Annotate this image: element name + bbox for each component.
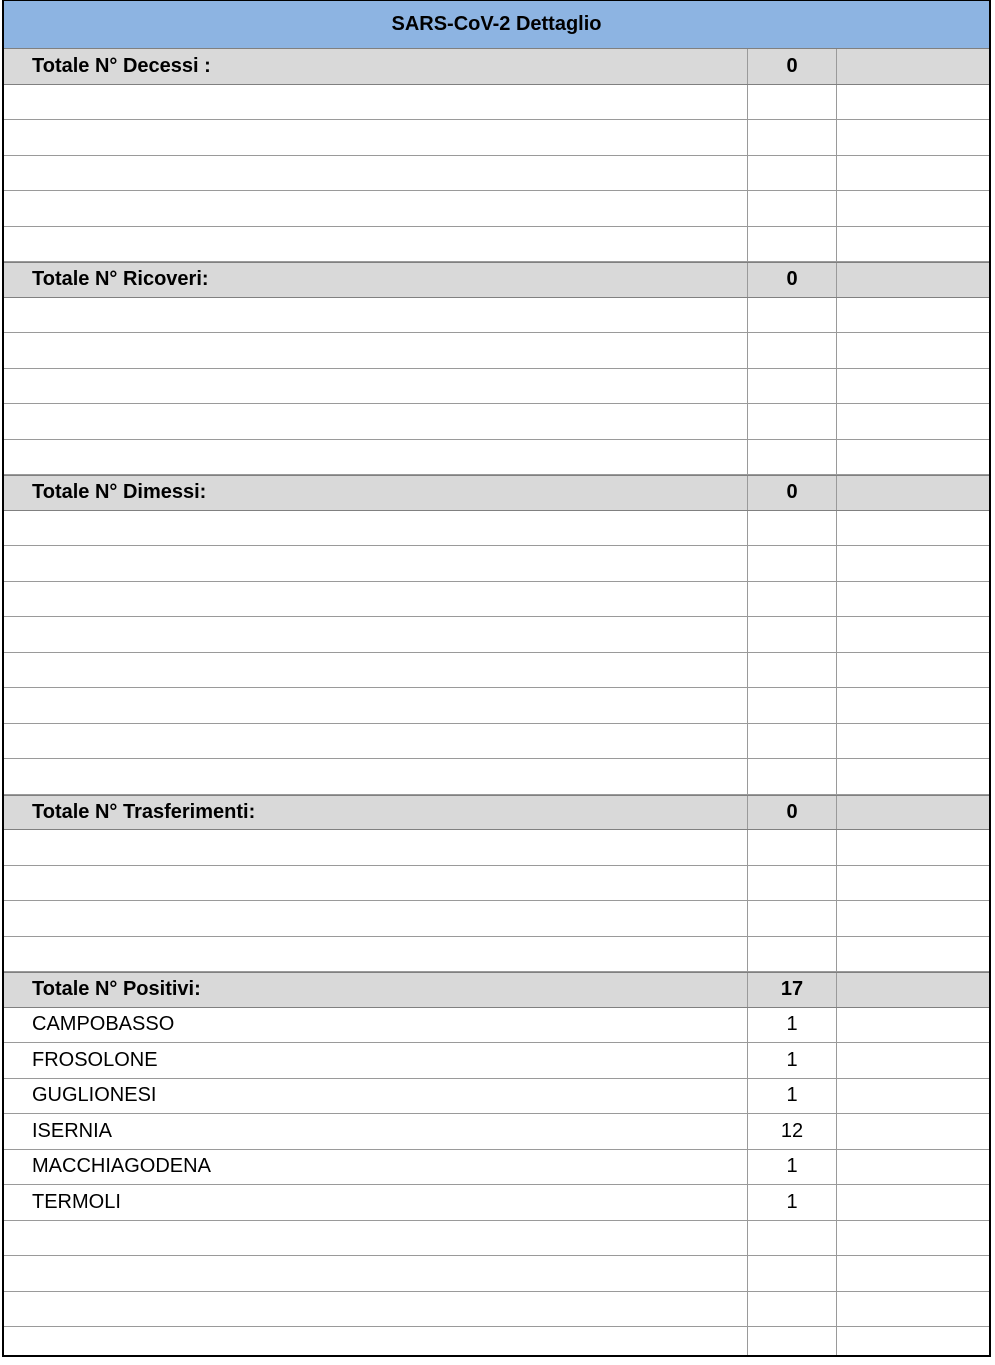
table-row — [4, 1079, 989, 1115]
section-total: 0 — [748, 796, 837, 830]
row-value — [748, 1292, 837, 1327]
section-header-row — [4, 49, 989, 85]
extra-cell — [837, 688, 989, 723]
extra-cell — [837, 653, 989, 688]
section-label: Totale N° Ricoveri: — [4, 263, 748, 297]
row-label — [4, 120, 748, 155]
table-row — [4, 1008, 989, 1044]
row-label — [4, 901, 748, 936]
table-row — [4, 120, 989, 156]
extra-cell — [837, 1221, 989, 1256]
row-value — [748, 191, 837, 226]
row-label: TERMOLI — [4, 1185, 748, 1220]
row-label — [4, 511, 748, 546]
table-row — [4, 1327, 989, 1357]
extra-cell — [837, 369, 989, 404]
row-value — [748, 724, 837, 759]
table-row — [4, 227, 989, 263]
row-value: 1 — [748, 1043, 837, 1078]
row-value — [748, 120, 837, 155]
row-label — [4, 582, 748, 617]
row-value: 1 — [748, 1079, 837, 1114]
row-label — [4, 866, 748, 901]
row-value — [748, 227, 837, 262]
table-row — [4, 830, 989, 866]
row-label — [4, 724, 748, 759]
extra-cell — [837, 1008, 989, 1043]
extra-cell — [837, 901, 989, 936]
row-label: FROSOLONE — [4, 1043, 748, 1078]
row-value — [748, 830, 837, 865]
row-value: 1 — [748, 1185, 837, 1220]
row-label: MACCHIAGODENA — [4, 1150, 748, 1185]
row-value: 1 — [748, 1008, 837, 1043]
extra-cell — [837, 1043, 989, 1078]
extra-cell — [837, 298, 989, 333]
extra-cell — [837, 191, 989, 226]
extra-cell — [837, 1327, 989, 1357]
extra-cell — [837, 476, 989, 510]
row-value — [748, 85, 837, 120]
covid-detail-table — [2, 0, 991, 1357]
table-row — [4, 582, 989, 618]
row-value: 12 — [748, 1114, 837, 1149]
row-label — [4, 1327, 748, 1357]
table-row — [4, 85, 989, 121]
extra-cell — [837, 1292, 989, 1327]
row-label — [4, 227, 748, 262]
extra-cell — [837, 973, 989, 1007]
row-label: ISERNIA — [4, 1114, 748, 1149]
section-header-row — [4, 262, 989, 298]
row-value — [748, 404, 837, 439]
row-value — [748, 298, 837, 333]
table-row — [4, 404, 989, 440]
row-value — [748, 617, 837, 652]
row-label — [4, 688, 748, 723]
table-row — [4, 688, 989, 724]
extra-cell — [837, 404, 989, 439]
table-row — [4, 440, 989, 476]
table-row — [4, 1221, 989, 1257]
section-header-row — [4, 475, 989, 511]
extra-cell — [837, 617, 989, 652]
row-label — [4, 546, 748, 581]
row-value — [748, 1256, 837, 1291]
row-value — [748, 1327, 837, 1357]
table-body — [4, 49, 989, 1357]
extra-cell — [837, 724, 989, 759]
extra-cell — [837, 582, 989, 617]
row-value — [748, 1221, 837, 1256]
table-row — [4, 191, 989, 227]
row-label — [4, 440, 748, 475]
table-row — [4, 1150, 989, 1186]
row-label — [4, 369, 748, 404]
table-row — [4, 866, 989, 902]
extra-cell — [837, 49, 989, 84]
row-value — [748, 156, 837, 191]
extra-cell — [837, 511, 989, 546]
section-label: Totale N° Decessi : — [4, 49, 748, 84]
extra-cell — [837, 1150, 989, 1185]
row-label — [4, 937, 748, 972]
row-label — [4, 759, 748, 794]
table-row — [4, 333, 989, 369]
table-row — [4, 1114, 989, 1150]
section-label: Totale N° Trasferimenti: — [4, 796, 748, 830]
section-label: Totale N° Positivi: — [4, 973, 748, 1007]
row-label — [4, 1256, 748, 1291]
section-total: 17 — [748, 973, 837, 1007]
table-row — [4, 1043, 989, 1079]
table-title: SARS-CoV-2 Dettaglio — [4, 1, 989, 49]
row-value — [748, 440, 837, 475]
row-label — [4, 298, 748, 333]
table-row — [4, 724, 989, 760]
section-total: 0 — [748, 476, 837, 510]
section-label: Totale N° Dimessi: — [4, 476, 748, 510]
row-value — [748, 759, 837, 794]
row-label: CAMPOBASSO — [4, 1008, 748, 1043]
extra-cell — [837, 759, 989, 794]
row-value — [748, 333, 837, 368]
extra-cell — [837, 830, 989, 865]
row-value — [748, 653, 837, 688]
extra-cell — [837, 120, 989, 155]
row-value — [748, 866, 837, 901]
row-value — [748, 582, 837, 617]
table-row — [4, 369, 989, 405]
section-header-row — [4, 972, 989, 1008]
section-total: 0 — [748, 49, 837, 84]
extra-cell — [837, 227, 989, 262]
row-label — [4, 333, 748, 368]
extra-cell — [837, 1079, 989, 1114]
row-label — [4, 617, 748, 652]
row-label — [4, 191, 748, 226]
row-label — [4, 1292, 748, 1327]
extra-cell — [837, 263, 989, 297]
extra-cell — [837, 1185, 989, 1220]
table-row — [4, 1292, 989, 1328]
table-row — [4, 1185, 989, 1221]
extra-cell — [837, 1114, 989, 1149]
row-label — [4, 653, 748, 688]
extra-cell — [837, 546, 989, 581]
extra-cell — [837, 1256, 989, 1291]
table-row — [4, 546, 989, 582]
row-value — [748, 369, 837, 404]
section-total: 0 — [748, 263, 837, 297]
row-value — [748, 688, 837, 723]
extra-cell — [837, 156, 989, 191]
section-header-row — [4, 795, 989, 831]
table-row — [4, 937, 989, 973]
row-label — [4, 830, 748, 865]
row-label — [4, 404, 748, 439]
table-row — [4, 1256, 989, 1292]
extra-cell — [837, 937, 989, 972]
table-row — [4, 759, 989, 795]
row-label: GUGLIONESI — [4, 1079, 748, 1114]
extra-cell — [837, 440, 989, 475]
extra-cell — [837, 85, 989, 120]
extra-cell — [837, 333, 989, 368]
row-label — [4, 85, 748, 120]
row-value — [748, 546, 837, 581]
row-label — [4, 1221, 748, 1256]
row-label — [4, 156, 748, 191]
row-value — [748, 511, 837, 546]
table-row — [4, 511, 989, 547]
row-value — [748, 937, 837, 972]
extra-cell — [837, 866, 989, 901]
table-row — [4, 156, 989, 192]
row-value — [748, 901, 837, 936]
table-row — [4, 298, 989, 334]
row-value: 1 — [748, 1150, 837, 1185]
table-row — [4, 617, 989, 653]
extra-cell — [837, 796, 989, 830]
table-row — [4, 901, 989, 937]
table-row — [4, 653, 989, 689]
